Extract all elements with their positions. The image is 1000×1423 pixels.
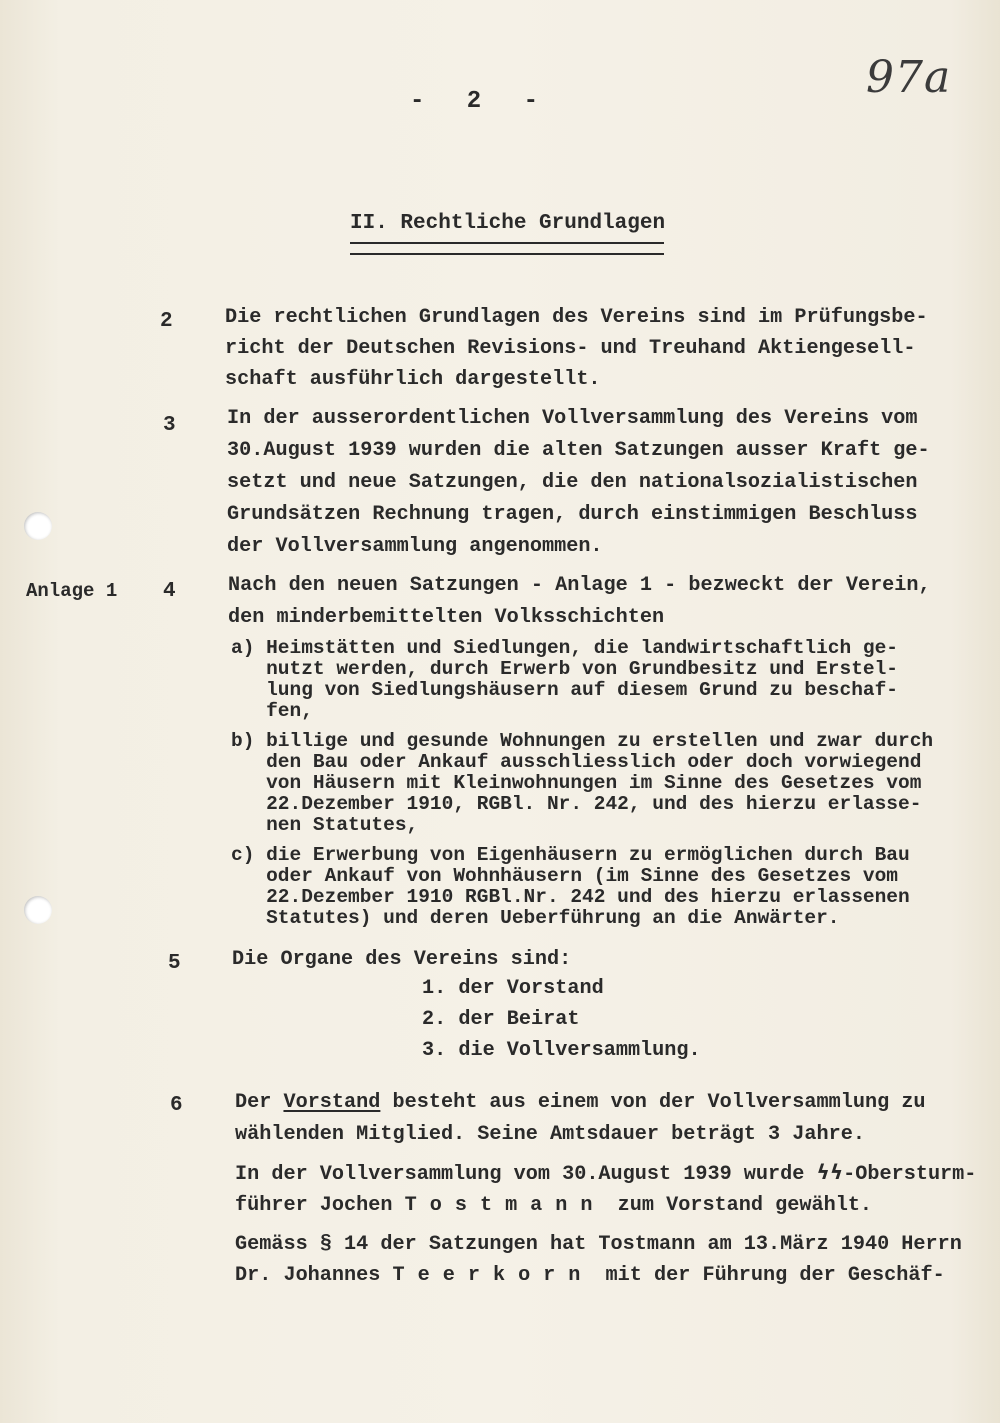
- paragraph-number: 5: [168, 952, 181, 975]
- margin-note: Anlage 1: [26, 580, 118, 602]
- item-a-line: a) Heimstätten und Siedlungen, die landwirtschaftlich ge-: [231, 637, 899, 659]
- paragraph-4-line: den minderbemittelten Volksschichten: [228, 606, 665, 629]
- item-a-line: fen,: [231, 700, 313, 722]
- underlined-term: Vorstand: [283, 1091, 381, 1114]
- text-fragment: besteht aus einem von der Vollversammlung zu: [380, 1091, 926, 1114]
- item-c-line: c) die Erwerbung von Eigenhäusern zu ermöglichen durch Bau: [231, 844, 910, 866]
- paragraph-6-line-2: wählenden Mitglied. Seine Amtsdauer beträgt 3 Jahre.: [235, 1123, 865, 1146]
- page-number: - 2 -: [410, 88, 553, 115]
- paragraph-4-line: Nach den neuen Satzungen - Anlage 1 - bezweckt der Verein,: [228, 574, 931, 597]
- paragraph-number: 6: [170, 1094, 183, 1117]
- punch-hole-top: [24, 512, 52, 540]
- item-b-line: 22.Dezember 1910, RGBl. Nr. 242, und des hierzu erlasse-: [231, 793, 922, 815]
- item-c-line: 22.Dezember 1910 RGBl.Nr. 242 und des hierzu erlassenen: [231, 886, 910, 908]
- paragraph-number: 2: [160, 310, 173, 333]
- item-b-line: den Bau oder Ankauf ausschliesslich oder doch vorwiegend: [231, 751, 922, 773]
- spaced-name: Tostmann: [404, 1194, 606, 1217]
- item-b-line: b) billige und gesunde Wohnungen zu erstellen und zwar durch: [231, 730, 934, 752]
- paragraph-6-line-5: Gemäss § 14 der Satzungen hat Tostmann am 13.März 1940 Herrn: [235, 1233, 962, 1256]
- paragraph-2-line: richt der Deutschen Revisions- und Treuhand Aktiengesell-: [225, 337, 916, 360]
- text-fragment: Dr. Johannes: [235, 1264, 393, 1287]
- paragraph-number: 4: [163, 580, 176, 603]
- paragraph-6-line-3: [235, 1160, 976, 1187]
- item-c-line: oder Ankauf von Wohnhäusern (im Sinne des Gesetzes vom: [231, 865, 899, 887]
- paragraph-2-line: schaft ausführlich dargestellt.: [225, 368, 601, 391]
- item-b-line: von Häusern mit Kleinwohnungen im Sinne des Gesetzes vom: [231, 772, 922, 794]
- paragraph-3-line: In der ausserordentlichen Vollversammlung des Vereins vom: [227, 407, 918, 430]
- text-fragment: mit der Führung der Geschäf-: [593, 1264, 945, 1287]
- item-a-line: nutzt werden, durch Erwerb von Grundbesitz und Erstel-: [231, 658, 899, 680]
- paragraph-2-line: Die rechtlichen Grundlagen des Vereins sind im Prüfungsbe-: [225, 306, 928, 329]
- item-a-line: lung von Siedlungshäusern auf diesem Grund zu beschaf-: [231, 679, 899, 701]
- section-heading: II. Rechtliche Grundlagen: [350, 212, 666, 235]
- ss-rune-glyph: ϟϟ: [816, 1160, 844, 1184]
- paragraph-3-line: 30.August 1939 wurden die alten Satzungen ausser Kraft ge-: [227, 439, 930, 462]
- paragraph-6-line-6: [235, 1264, 945, 1288]
- organ-item: 2. der Beirat: [422, 1008, 580, 1031]
- paragraph-number: 3: [163, 414, 176, 437]
- archive-number: 97a: [866, 52, 952, 103]
- heading-double-rule: [350, 242, 664, 255]
- item-b-line: nen Statutes,: [231, 814, 419, 836]
- paragraph-6-line-1: [235, 1091, 926, 1115]
- text-fragment: -Obersturm-: [843, 1163, 977, 1186]
- text-fragment: zum Vorstand gewählt.: [605, 1194, 873, 1217]
- spaced-name: Teerkorn: [392, 1264, 594, 1287]
- paragraph-5-intro: Die Organe des Vereins sind:: [232, 948, 572, 971]
- paragraph-6-line-4: [235, 1194, 872, 1218]
- organ-item: 1. der Vorstand: [422, 977, 604, 1000]
- punch-hole-bottom: [24, 896, 52, 924]
- paragraph-3-line: setzt und neue Satzungen, die den nationalsozialistischen: [227, 471, 918, 494]
- text-fragment: In der Vollversammlung vom 30.August 1939 wurde: [235, 1163, 817, 1186]
- text-fragment: Der: [235, 1091, 284, 1114]
- paragraph-3-line: Grundsätzen Rechnung tragen, durch einstimmigen Beschluss: [227, 503, 918, 526]
- text-fragment: führer Jochen: [235, 1194, 405, 1217]
- paragraph-3-line: der Vollversammlung angenommen.: [227, 535, 603, 558]
- organ-item: 3. die Vollversammlung.: [422, 1039, 701, 1062]
- item-c-line: Statutes) und deren Ueberführung an die Anwärter.: [231, 907, 840, 929]
